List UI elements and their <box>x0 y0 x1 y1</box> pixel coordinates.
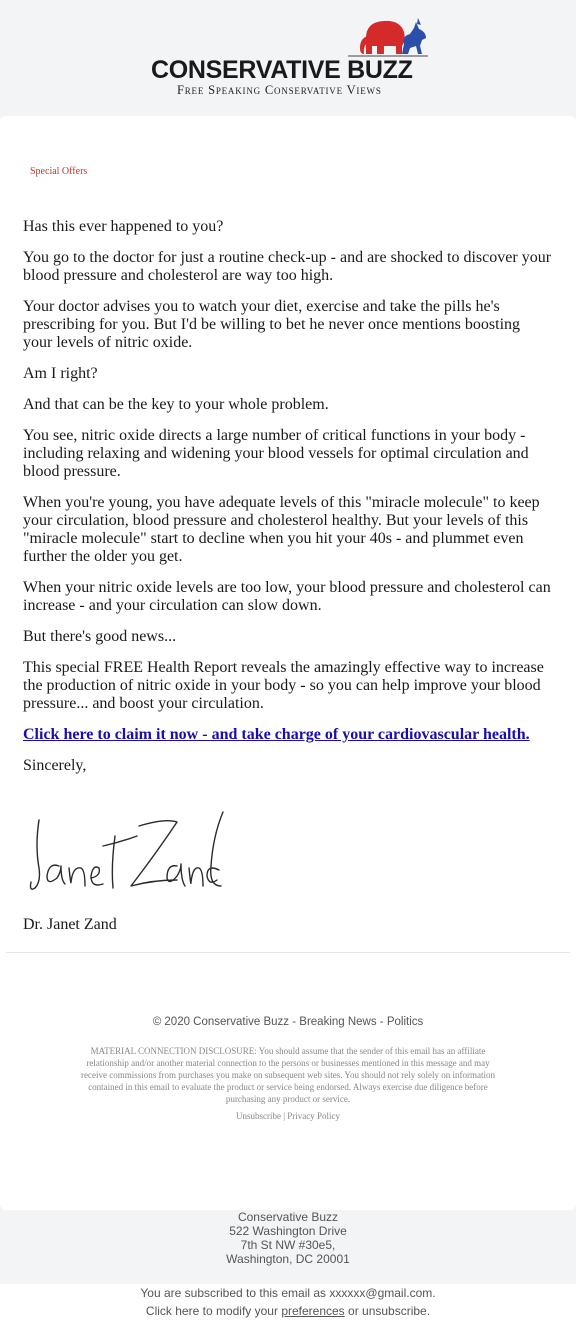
logo-title: CONSERVATIVE BUZZ <box>151 56 413 84</box>
address-line: Washington, DC 20001 <box>226 1252 350 1266</box>
mailing-address <box>0 1210 576 1266</box>
email-header <box>0 0 576 116</box>
body-paragraph: Am I right? <box>23 365 98 382</box>
cta-link[interactable]: Click here to claim it now - and take charge of your cardiovascular health. <box>23 726 530 743</box>
disclosure-text: MATERIAL CONNECTION DISCLOSURE: You should assume that the sender of this email has an affiliate relationship and/or another material connection to the persons or businesses mentioned in this message and may receive commissions from purchases you make on subsequent web sites. You should not rely solely on information contained in this email to evaluate the product or service being endorsed. Always exercise due diligence before purchasing any product or service. <box>81 1046 495 1104</box>
modify-suffix[interactable]: or unsubscribe. <box>344 1304 431 1318</box>
email-body <box>23 218 553 788</box>
signer-name: Dr. Janet Zand <box>23 916 117 933</box>
body-paragraph: When your nitric oxide levels are too low, your blood pressure and cholesterol can increase - and your circulation can slow down. <box>23 579 551 614</box>
subscribed-notice: You are subscribed to this email as xxxxxx@gmail.com. <box>140 1286 436 1300</box>
unsubscribe-link[interactable]: Unsubscribe <box>235 1111 281 1121</box>
subscription-footer <box>0 1284 576 1320</box>
signature-image <box>27 806 229 898</box>
address-line: 522 Washington Drive <box>229 1224 347 1238</box>
footer-links <box>0 1111 576 1121</box>
divider <box>6 952 570 953</box>
cta-paragraph <box>23 726 553 744</box>
address-line: 7th St NW #30e5, <box>240 1238 336 1252</box>
copyright: © 2020 Conservative Buzz - Breaking News - Politics <box>152 1016 424 1028</box>
body-paragraph: This special FREE Health Report reveals the amazingly effective way to increase the production of nitric oxide in your body - so you can help improve your blood pressure... and boost your circulation. <box>23 659 544 712</box>
modify-prefix: Click here to modify your <box>145 1304 282 1318</box>
body-paragraph: Your doctor advises you to watch your diet, exercise and take the pills he's prescribing for you. But I'd be willing to bet he never once mentions boosting your levels of nitric oxide. <box>23 298 521 351</box>
logo-subtitle: Free Speaking Conservative Views <box>177 83 382 97</box>
body-paragraph: And that can be the key to your whole problem. <box>23 396 329 413</box>
preferences-link[interactable]: preferences <box>281 1304 345 1318</box>
category-label[interactable]: Special Offers <box>30 166 88 177</box>
closing: Sincerely, <box>23 757 87 774</box>
body-paragraph: Has this ever happened to you? <box>23 218 224 235</box>
brand-logo[interactable] <box>148 16 433 100</box>
body-paragraph: You go to the doctor for just a routine check-up - and are shocked to discover your blood pressure and cholesterol are way too high. <box>23 249 552 284</box>
elephant-donkey-icon <box>344 16 432 60</box>
body-paragraph: But there's good news... <box>23 628 177 645</box>
link-separator: | <box>283 1111 286 1121</box>
privacy-policy-link[interactable]: Privacy Policy <box>287 1111 341 1121</box>
address-line: Conservative Buzz <box>237 1210 339 1224</box>
body-paragraph: When you're young, you have adequate levels of this "miracle molecule" to keep your circulation, blood pressure and cholesterol healthy. But your levels of this "miracle molecule" start to decline when you hit your 40s - and plummet even further the older you get. <box>23 494 540 565</box>
body-paragraph: You see, nitric oxide directs a large number of critical functions in your body - including relaxing and widening your blood vessels for optimal circulation and blood pressure. <box>23 427 529 480</box>
preferences-notice <box>0 1304 576 1318</box>
